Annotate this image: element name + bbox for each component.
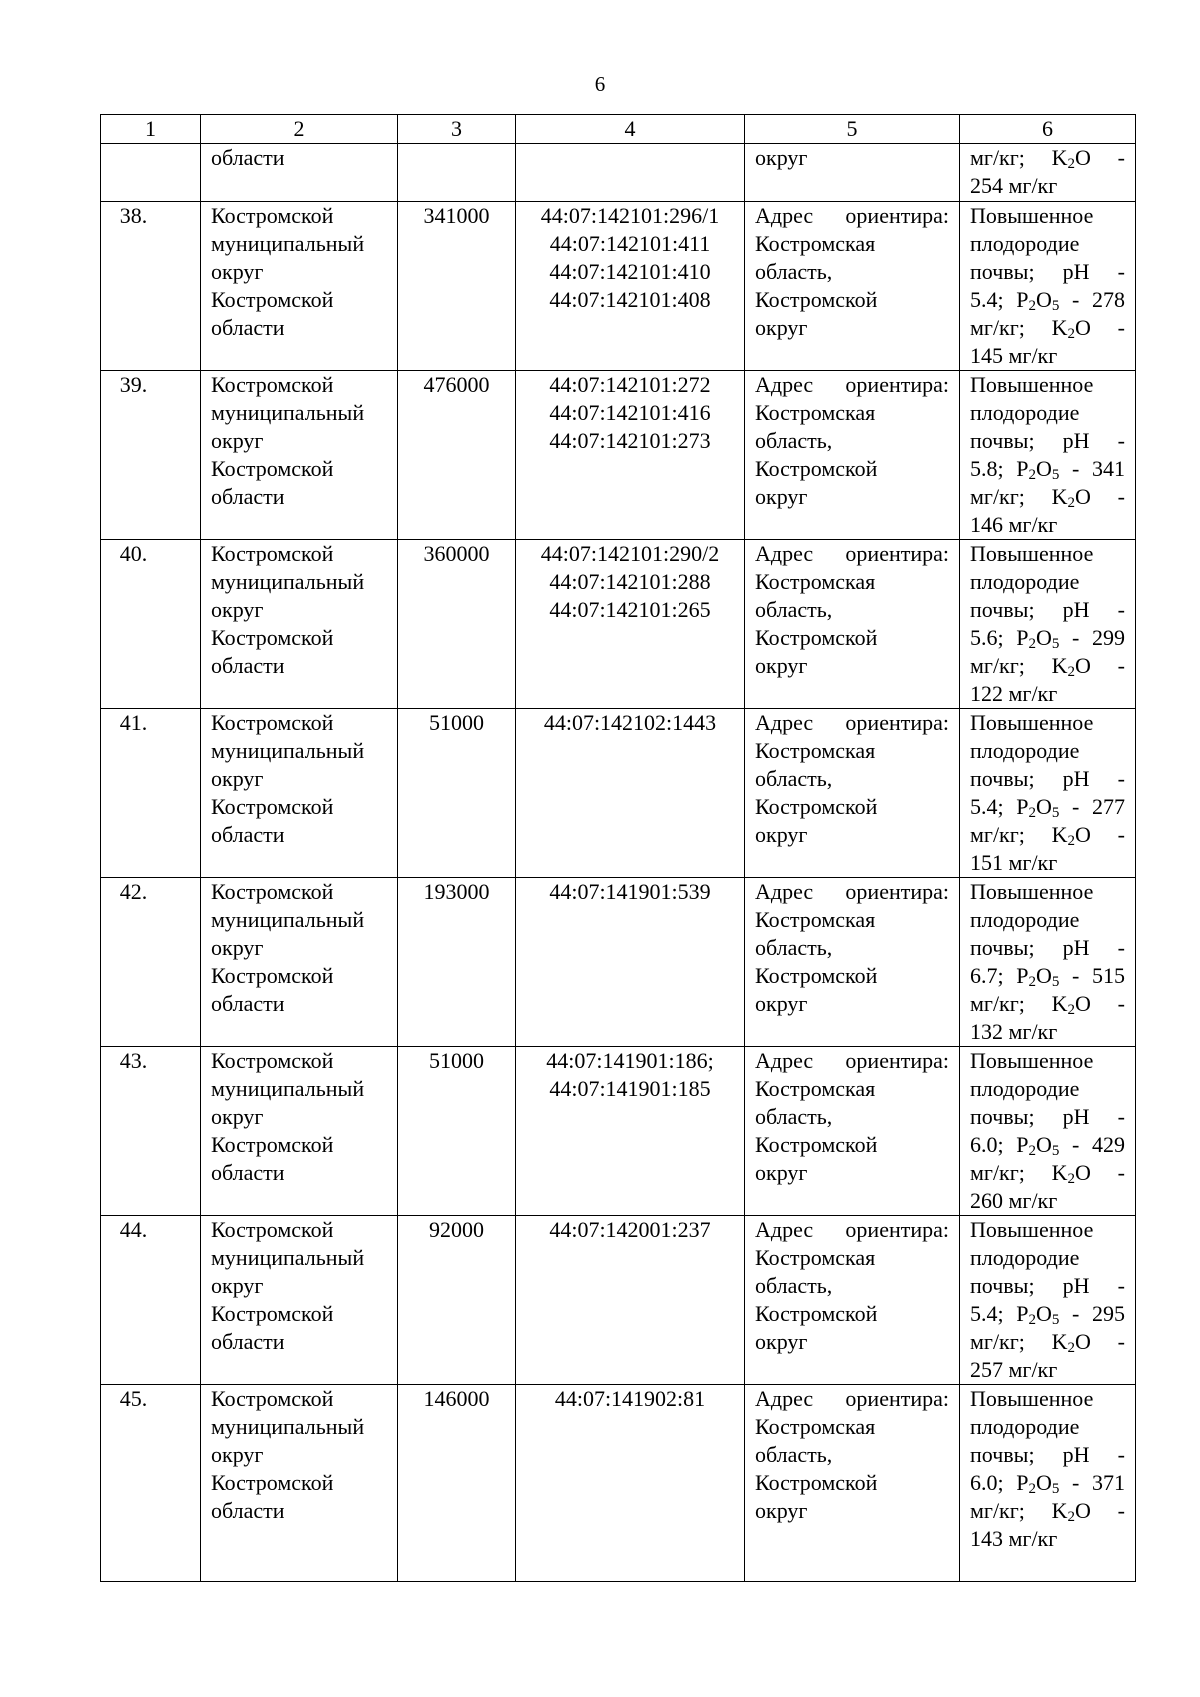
text-line: Повышенное <box>970 710 1094 735</box>
text-line: Костромская <box>755 1245 876 1270</box>
cell-address <box>745 540 960 709</box>
text-line: 44:07:142001:237 <box>549 1217 711 1242</box>
k2o-line: мг/кг; $K_2O$ - <box>970 1329 1125 1356</box>
text-line: округ <box>211 1442 264 1467</box>
ph-line: почвы; pH - <box>970 1273 1126 1298</box>
text-line: области <box>211 484 285 509</box>
text-line: 44:07:142101:411 <box>549 231 711 256</box>
text-line: Костромской <box>211 625 334 650</box>
text-line: Костромской <box>211 541 334 566</box>
text-line: 44:07:142101:410 <box>549 259 711 284</box>
text-line: Адрес ориентира: <box>755 1217 949 1242</box>
k2o-line: мг/кг; $K_2O$ - <box>970 1498 1125 1525</box>
text-line: Костромской <box>211 456 334 481</box>
cell-number: 43. <box>101 1047 201 1216</box>
text-line: Повышенное <box>970 1217 1094 1242</box>
text-line: Костромской <box>211 963 334 988</box>
cell-fertility: мг/кг; $K_2O$ - 254 мг/кг <box>960 144 1136 202</box>
cell-number: 42. <box>101 878 201 1047</box>
text-line: область, <box>755 1104 833 1129</box>
text-line: области <box>211 1160 285 1185</box>
header-cell: 5 <box>745 115 960 144</box>
table-row <box>101 371 1136 540</box>
table-row <box>101 1216 1136 1385</box>
text-line: муниципальный <box>211 231 365 256</box>
text-line: 44:07:141901:539 <box>549 879 711 904</box>
text-line: Костромская <box>755 907 876 932</box>
text-line: плодородие <box>970 1414 1080 1439</box>
text-line: плодородие <box>970 400 1080 425</box>
text-line: Адрес ориентира: <box>755 372 949 397</box>
text-line: Костромской <box>755 1470 878 1495</box>
cell-district <box>201 1047 398 1216</box>
cell-district <box>201 1216 398 1385</box>
k2o-line: мг/кг; $K_2O$ - <box>970 484 1125 511</box>
text-line: Костромской <box>211 794 334 819</box>
p2o5-line: 5.4; $P_2O_5 - 278$ <box>970 287 1125 314</box>
cell-number: 39. <box>101 371 201 540</box>
text-line: 44:07:142101:272 <box>549 372 711 397</box>
text-line: 44:07:142101:288 <box>549 569 711 594</box>
cell-fertility <box>960 202 1136 371</box>
cell-number: 41. <box>101 709 201 878</box>
cell-area: 360000 <box>398 540 516 709</box>
text-line: область, <box>755 259 833 284</box>
cell-district <box>201 709 398 878</box>
cell-cadastral <box>516 371 745 540</box>
k2o-line: мг/кг; $K_2O$ - <box>970 822 1125 849</box>
text-line: области <box>211 315 285 340</box>
text-line: Повышенное <box>970 541 1094 566</box>
text-line: 44:07:142101:408 <box>549 287 711 312</box>
text-line: округ <box>755 991 808 1016</box>
text-line: Костромской <box>211 710 334 735</box>
land-plots-table <box>100 114 1136 1582</box>
cell-district: области <box>201 144 398 202</box>
cell-cadastral <box>516 709 745 878</box>
text-line: 44:07:141901:185 <box>549 1076 711 1101</box>
cell-district <box>201 540 398 709</box>
cell-address <box>745 1047 960 1216</box>
text-line: округ <box>755 1498 808 1523</box>
text-line: округ <box>211 1104 264 1129</box>
text-line: Костромской <box>211 203 334 228</box>
cell-cadastral <box>516 540 745 709</box>
text-line: плодородие <box>970 1245 1080 1270</box>
p2o5-line: 5.4; $P_2O_5 - 295$ <box>970 1301 1125 1328</box>
text-line: 143 мг/кг <box>970 1526 1058 1551</box>
cell-district <box>201 878 398 1047</box>
cell-fertility <box>960 1385 1136 1582</box>
text-line: округ <box>755 484 808 509</box>
text-line: Костромская <box>755 231 876 256</box>
text-line: Костромской <box>211 879 334 904</box>
cell-address <box>745 878 960 1047</box>
text-line: 260 мг/кг <box>970 1188 1058 1213</box>
text-line: муниципальный <box>211 738 365 763</box>
cell-area: 193000 <box>398 878 516 1047</box>
cell-area: 146000 <box>398 1385 516 1582</box>
text-line: Костромской <box>755 625 878 650</box>
text-line: Костромской <box>211 1217 334 1242</box>
page-number: 6 <box>594 72 606 96</box>
text-line: Костромской <box>211 1132 334 1157</box>
text-line: область, <box>755 1273 833 1298</box>
table-row <box>101 1047 1136 1216</box>
text-line: 257 мг/кг <box>970 1357 1058 1382</box>
text-line: 44:07:142101:273 <box>549 428 711 453</box>
text-line: области <box>211 991 285 1016</box>
cell-address <box>745 371 960 540</box>
text-line: Адрес ориентира: <box>755 541 949 566</box>
continuation-row <box>101 144 1136 202</box>
cell-address: округ <box>745 144 960 202</box>
text-line: Адрес ориентира: <box>755 1386 949 1411</box>
cell-area: 51000 <box>398 709 516 878</box>
text-line: Повышенное <box>970 372 1094 397</box>
text-line: Костромской <box>211 1386 334 1411</box>
text-line: округ <box>755 653 808 678</box>
table-row <box>101 540 1136 709</box>
text-line: округ <box>211 935 264 960</box>
k2o-line: мг/кг; $K_2O$ - <box>970 1160 1125 1187</box>
p2o5-line: 5.4; $P_2O_5 - 277$ <box>970 794 1125 821</box>
text-line: область, <box>755 766 833 791</box>
p2o5-line: 6.0; $P_2O_5 - 371$ <box>970 1470 1125 1497</box>
ph-line: почвы; pH - <box>970 1442 1126 1467</box>
cell-number: 45. <box>101 1385 201 1582</box>
text-line: области <box>211 1329 285 1354</box>
text-line: округ <box>211 259 264 284</box>
cell-fertility <box>960 371 1136 540</box>
text-line: плодородие <box>970 231 1080 256</box>
cell-district <box>201 202 398 371</box>
text-line: 132 мг/кг <box>970 1019 1058 1044</box>
ph-line: почвы; pH - <box>970 428 1126 453</box>
cell-fertility <box>960 540 1136 709</box>
text-line: муниципальный <box>211 907 365 932</box>
cell-address <box>745 1385 960 1582</box>
p2o5-line: 6.7; $P_2O_5 - 515$ <box>970 963 1125 990</box>
text-line: Костромская <box>755 1076 876 1101</box>
text-line: Адрес ориентира: <box>755 879 949 904</box>
header-cell: 1 <box>101 115 201 144</box>
text-line: Костромская <box>755 738 876 763</box>
header-cell: 2 <box>201 115 398 144</box>
text-line: область, <box>755 428 833 453</box>
text-line: округ <box>755 1160 808 1185</box>
table-row <box>101 1385 1136 1582</box>
k2o-line: мг/кг; $K_2O$ - <box>970 315 1125 342</box>
ph-line: почвы; pH - <box>970 259 1126 284</box>
text-line: муниципальный <box>211 569 365 594</box>
text-line: 44:07:142102:1443 <box>543 710 717 735</box>
cell-area: 476000 <box>398 371 516 540</box>
text-line: округ <box>755 822 808 847</box>
text-line: Повышенное <box>970 1048 1094 1073</box>
cell-area <box>398 144 516 202</box>
cell-address <box>745 1216 960 1385</box>
text-line: Повышенное <box>970 203 1094 228</box>
text-line: Адрес ориентира: <box>755 1048 949 1073</box>
text-line: Костромской <box>211 1470 334 1495</box>
text-line: 44:07:141902:81 <box>554 1386 706 1411</box>
cell-number: 38. <box>101 202 201 371</box>
text-line: 44:07:142101:290/2 <box>540 541 720 566</box>
cell-cadastral <box>516 1216 745 1385</box>
cell-address <box>745 709 960 878</box>
text-line: плодородие <box>970 569 1080 594</box>
cell-number: 40. <box>101 540 201 709</box>
text-line: Костромской <box>755 1301 878 1326</box>
cell-cadastral <box>516 878 745 1047</box>
header-cell: 3 <box>398 115 516 144</box>
text-line: 44:07:142101:265 <box>549 597 711 622</box>
text-line: области <box>211 653 285 678</box>
text-line: 146 мг/кг <box>970 512 1058 537</box>
cell-fertility <box>960 709 1136 878</box>
text-line: округ <box>755 1329 808 1354</box>
text-line: Костромская <box>755 400 876 425</box>
cell-cadastral <box>516 202 745 371</box>
cell-district <box>201 371 398 540</box>
text-line: плодородие <box>970 738 1080 763</box>
text-line: 44:07:142101:416 <box>549 400 711 425</box>
text-line: муниципальный <box>211 400 365 425</box>
text-line: Костромской <box>211 1301 334 1326</box>
text-line: плодородие <box>970 907 1080 932</box>
text-line: муниципальный <box>211 1414 365 1439</box>
text-line: область, <box>755 597 833 622</box>
text-line: области <box>211 1498 285 1523</box>
text-line: 145 мг/кг <box>970 343 1058 368</box>
text-line: область, <box>755 935 833 960</box>
text-line: округ <box>211 597 264 622</box>
ph-line: почвы; pH - <box>970 1104 1126 1129</box>
k2o-line: мг/кг; $K_2O$ - <box>970 653 1125 680</box>
text-line: Костромской <box>755 456 878 481</box>
text-line: Костромской <box>755 287 878 312</box>
p2o5-line: 5.8; $P_2O_5 - 341$ <box>970 456 1125 483</box>
text-line: Костромская <box>755 1414 876 1439</box>
cell-fertility <box>960 1047 1136 1216</box>
p2o5-line: 5.6; $P_2O_5 - 299$ <box>970 625 1125 652</box>
text-line: Костромской <box>755 794 878 819</box>
text-line: округ <box>211 1273 264 1298</box>
text-line: Костромской <box>755 963 878 988</box>
text-line: плодородие <box>970 1076 1080 1101</box>
header-row <box>101 115 1136 144</box>
text-line: Костромской <box>211 1048 334 1073</box>
header-cell: 6 <box>960 115 1136 144</box>
p2o5-line: 6.0; $P_2O_5 - 429$ <box>970 1132 1125 1159</box>
cell-district <box>201 1385 398 1582</box>
text-line: Костромской <box>211 287 334 312</box>
text-line: Костромской <box>211 372 334 397</box>
header-cell: 4 <box>516 115 745 144</box>
text-line: 151 мг/кг <box>970 850 1058 875</box>
table-row <box>101 878 1136 1047</box>
ph-line: почвы; pH - <box>970 597 1126 622</box>
ph-line: почвы; pH - <box>970 935 1126 960</box>
cell-cadastral <box>516 1047 745 1216</box>
cell-area: 341000 <box>398 202 516 371</box>
text-line: округ <box>211 428 264 453</box>
cell-fertility <box>960 878 1136 1047</box>
text-line: Повышенное <box>970 1386 1094 1411</box>
text-line: Адрес ориентира: <box>755 710 949 735</box>
text-line: округ <box>755 315 808 340</box>
text-line: 44:07:142101:296/1 <box>540 203 720 228</box>
cell-cadastral <box>516 144 745 202</box>
text-line: муниципальный <box>211 1076 365 1101</box>
ph-line: почвы; pH - <box>970 766 1126 791</box>
text-line: муниципальный <box>211 1245 365 1270</box>
text-line: области <box>211 822 285 847</box>
table-row <box>101 709 1136 878</box>
cell-fertility <box>960 1216 1136 1385</box>
text-line: 44:07:141901:186; <box>546 1048 714 1073</box>
cell-address <box>745 202 960 371</box>
cell-cadastral <box>516 1385 745 1582</box>
text-line: Адрес ориентира: <box>755 203 949 228</box>
table-row <box>101 202 1136 371</box>
cell-number <box>101 144 201 202</box>
text-line: округ <box>211 766 264 791</box>
text-line: Костромской <box>755 1132 878 1157</box>
text-line: 122 мг/кг <box>970 681 1058 706</box>
cell-area: 92000 <box>398 1216 516 1385</box>
cell-number: 44. <box>101 1216 201 1385</box>
text-line: область, <box>755 1442 833 1467</box>
text-line: Костромская <box>755 569 876 594</box>
text-line: Повышенное <box>970 879 1094 904</box>
cell-area: 51000 <box>398 1047 516 1216</box>
k2o-line: мг/кг; $K_2O$ - <box>970 991 1125 1018</box>
